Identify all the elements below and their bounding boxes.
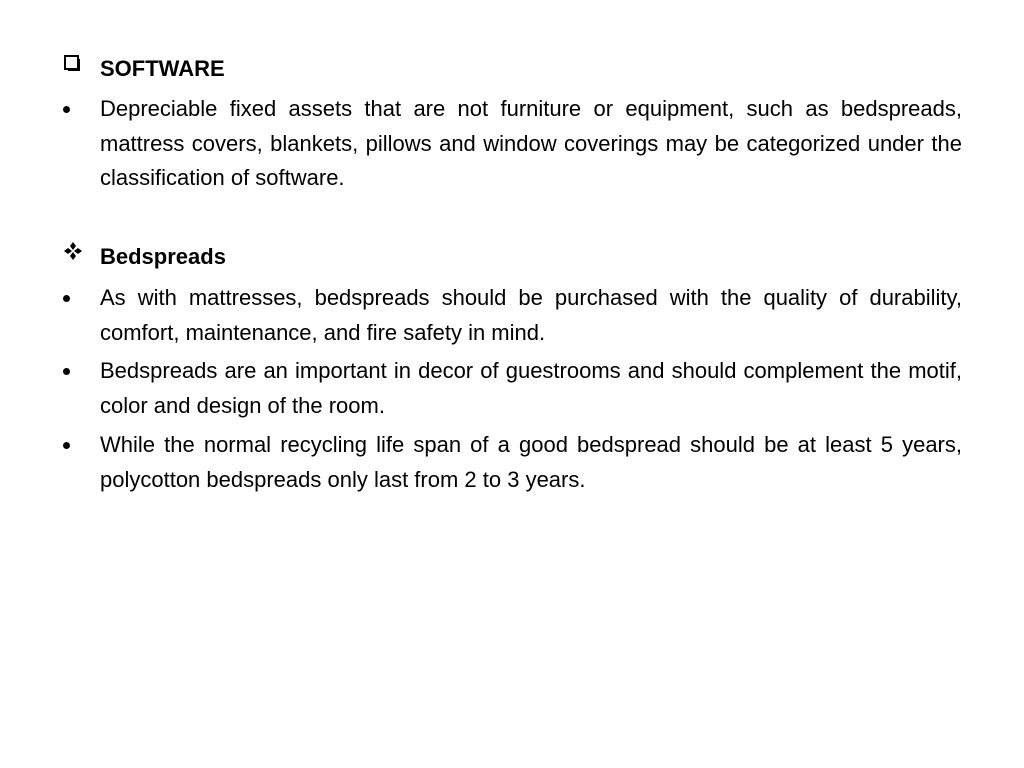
list-item	[62, 281, 962, 350]
bullet-text: As with mattresses, bedspreads should be purchased with the quality of durability, comfort, maintenance, and fire safety in mind.	[100, 285, 962, 345]
heading-text: Bedspreads	[100, 244, 226, 269]
heading-text: SOFTWARE	[100, 56, 225, 81]
section-heading-software	[62, 52, 962, 87]
list-item	[62, 92, 962, 196]
list-item	[62, 354, 962, 423]
bullet-text: While the normal recycling life span of a good bedspread should be at least 5 years, polycotton bedspreads only last from 2 to 3 years.	[100, 432, 962, 492]
list-item	[62, 428, 962, 497]
bullet-text: Bedspreads are an important in decor of guestrooms and should complement the motif, color and design of the room.	[100, 358, 962, 418]
section-heading-bedspreads	[62, 240, 962, 275]
bullet-text: Depreciable fixed assets that are not furniture or equipment, such as bedspreads, mattress covers, blankets, pillows and window coverings may be categorized under the classification of software.	[100, 96, 962, 190]
